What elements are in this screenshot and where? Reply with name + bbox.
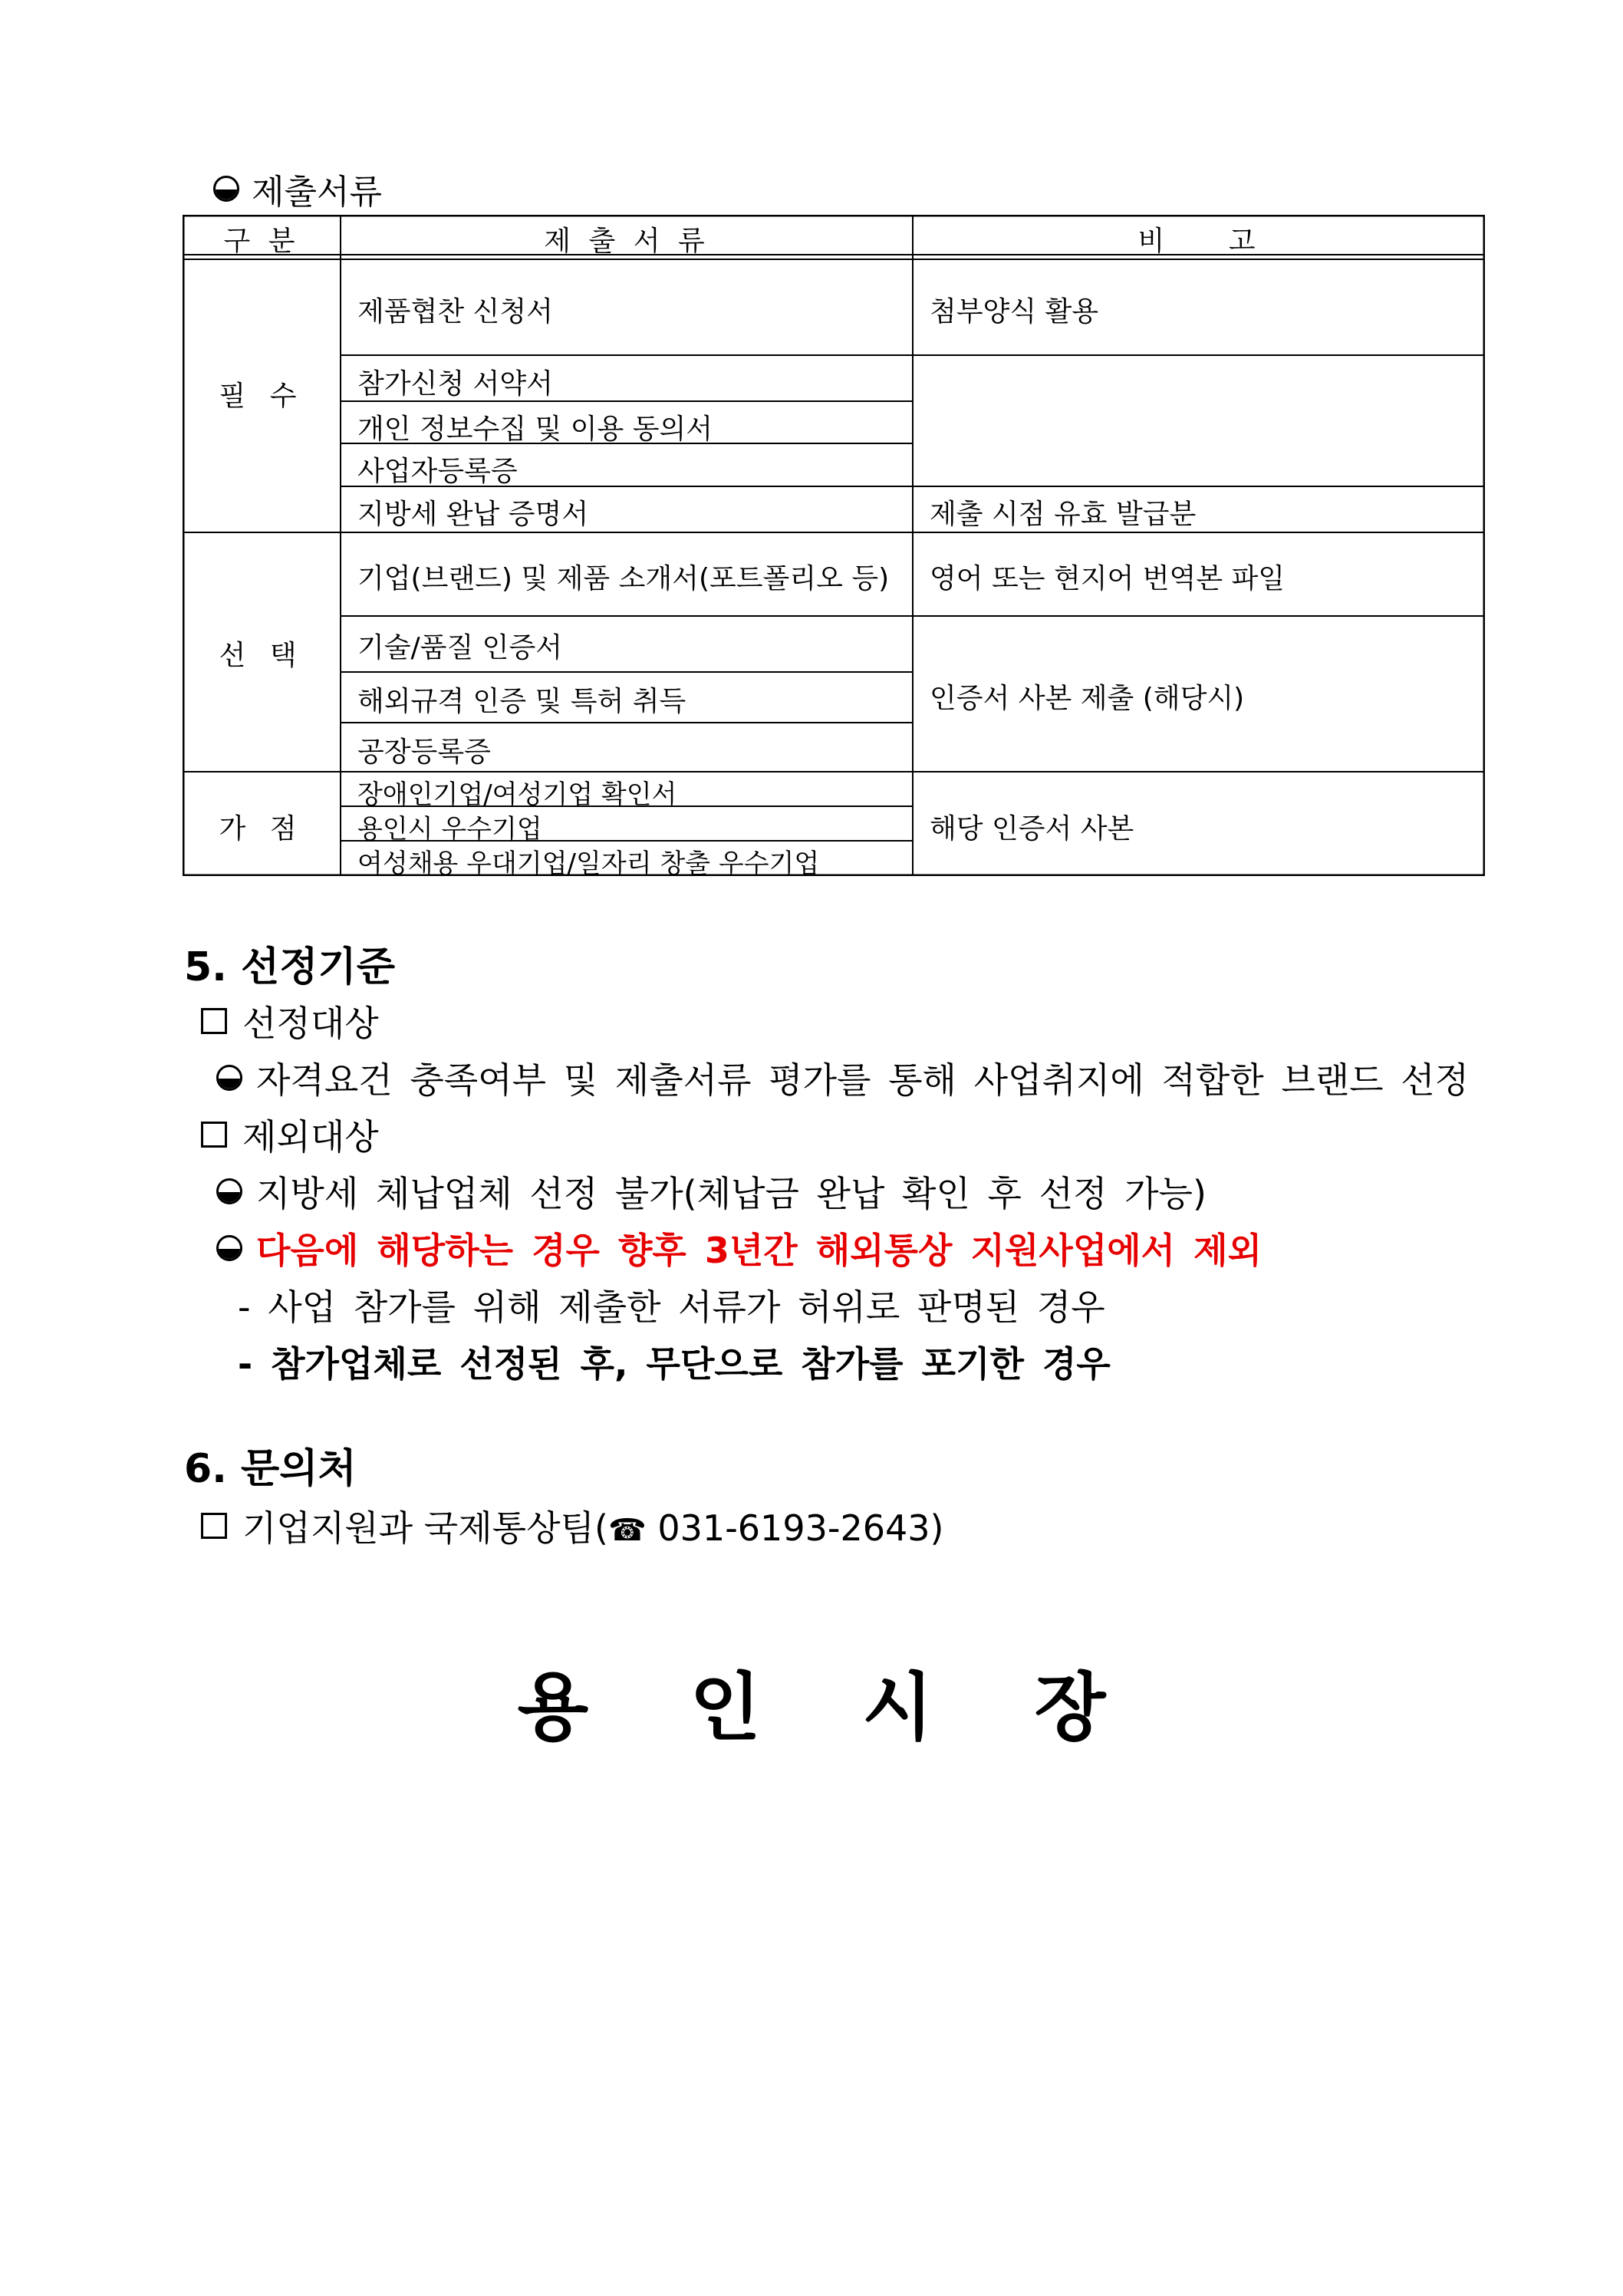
contact-phone: 031-6193-2643) (646, 1507, 944, 1549)
table-row: 공장등록증 (357, 736, 491, 768)
square-bullet-icon (201, 1122, 227, 1148)
submission-docs-title: 제출서류 (252, 173, 383, 212)
circle-bullet-icon (216, 1235, 242, 1261)
selection-target-item (216, 1052, 1469, 1103)
table-row: 지방세 완납 증명서 (357, 499, 589, 530)
circle-bullet-icon (213, 176, 239, 202)
note-cell: 첨부양식 활용 (930, 296, 1099, 328)
issuer-signature (0, 1649, 1623, 1754)
note-cell: 해당 인증서 사본 (930, 813, 1134, 845)
table-row: 해외규격 인증 및 특허 취득 (357, 686, 686, 717)
category-bonus: 가 점 (219, 813, 305, 845)
submission-docs-table (183, 215, 1485, 879)
category-optional: 선 택 (219, 640, 305, 671)
exclusion-item-1 (216, 1166, 1207, 1217)
exclusion-sub-1: - 사업 참가를 위해 제출한 서류가 허위로 판명된 경우 (238, 1286, 1105, 1328)
signature-char: 인 (690, 1665, 761, 1751)
section6-title: 6. 문의처 (184, 1446, 357, 1492)
circle-bullet-icon (216, 1178, 242, 1204)
table-row: 참가신청 서약서 (357, 368, 553, 400)
note-cell: 인증서 사본 제출 (해당시) (930, 683, 1245, 714)
table-row: 사업자등록증 (357, 456, 518, 487)
note-cell: 영어 또는 현지어 번역본 파일 (930, 563, 1286, 595)
exclusion-item-2 (216, 1223, 1262, 1273)
section5-title: 5. 선정기준 (184, 944, 395, 990)
table-row: 장애인기업/여성기업 확인서 (357, 779, 677, 810)
signature-char: 시 (862, 1665, 933, 1751)
header-documents: 제 출 서 류 (544, 226, 709, 257)
square-bullet-icon (201, 1513, 227, 1539)
note-cell: 제출 시점 유효 발급분 (930, 499, 1197, 530)
contact-department: 기업지원과 국제통상팀( (242, 1507, 608, 1549)
table-row: 기술/품질 인증서 (357, 632, 563, 664)
selection-target-heading (201, 996, 379, 1046)
signature-char: 장 (1034, 1665, 1106, 1751)
submission-docs-heading (213, 164, 382, 213)
contact-line (201, 1500, 943, 1551)
exclusion-heading (201, 1109, 379, 1160)
circle-bullet-icon (216, 1065, 242, 1091)
table-row: 개인 정보수집 및 이용 동의서 (357, 413, 713, 445)
table-row: 여성채용 우대기업/일자리 창출 우수기업 (357, 848, 820, 879)
contact-text (242, 1500, 943, 1551)
table-row: 용인시 우수기업 (357, 814, 542, 845)
signature-char: 용 (517, 1665, 589, 1751)
selection-target-label: 선정대상 (242, 1003, 379, 1044)
category-required: 필 수 (219, 380, 305, 412)
header-notes: 비 고 (1137, 226, 1260, 257)
selection-target-text: 자격요건 충족여부 및 제출서류 평가를 통해 사업취지에 적합한 브랜드 선정 (256, 1059, 1470, 1101)
telephone-icon: ☎ (607, 1513, 647, 1548)
table-row: 기업(브랜드) 및 제품 소개서(포트폴리오 등) (357, 563, 890, 595)
exclusion-item-2-text: 다음에 해당하는 경우 향후 3년간 해외통상 지원사업에서 제외 (256, 1230, 1263, 1271)
header-category: 구 분 (223, 226, 300, 257)
exclusion-sub-2: - 참가업체로 선정된 후, 무단으로 참가를 포기한 경우 (238, 1343, 1111, 1385)
exclusion-label: 제외대상 (242, 1116, 379, 1158)
table-row: 제품협찬 신청서 (357, 296, 553, 328)
square-bullet-icon (201, 1008, 227, 1034)
exclusion-item-1-text: 지방세 체납업체 선정 불가(체납금 완납 확인 후 선정 가능) (256, 1173, 1207, 1214)
